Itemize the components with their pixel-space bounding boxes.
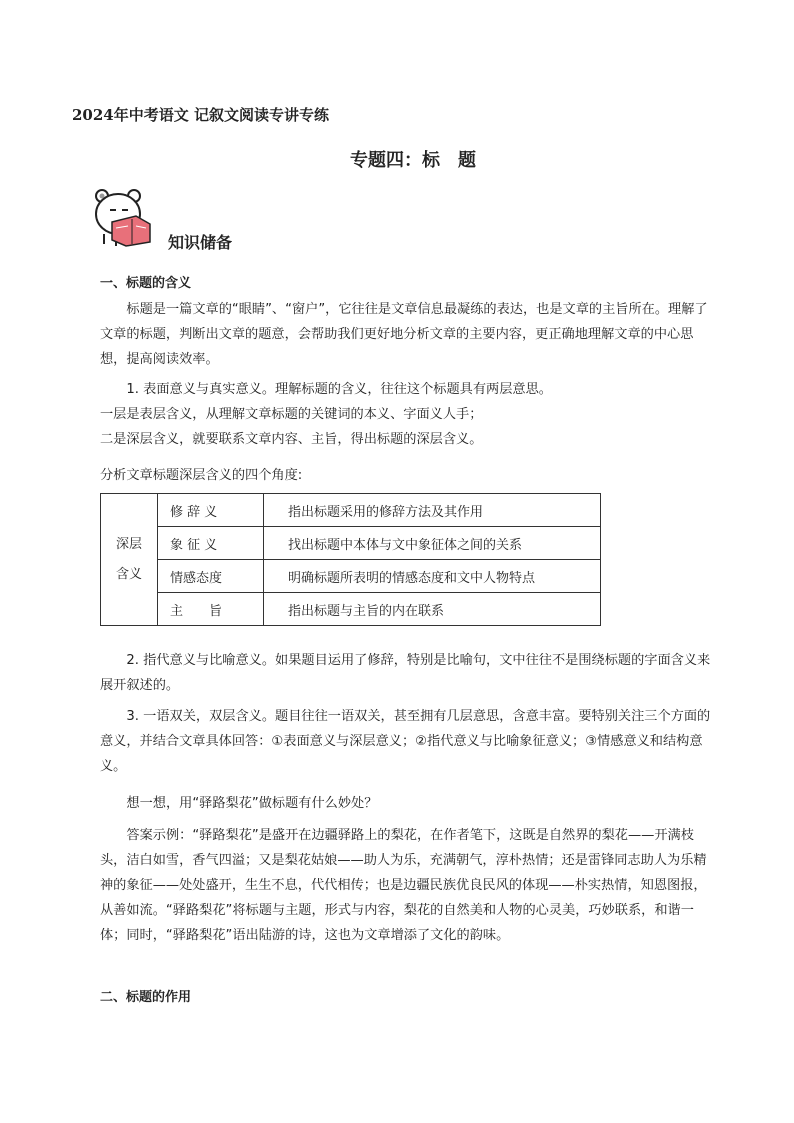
merged-label-1: 深层	[115, 536, 142, 552]
section-heading: 知识储备	[168, 233, 233, 252]
table-desc: 明确标题所表明的情感态度和文中人物特点	[264, 560, 601, 593]
point-3: 3. 一语双关，双层含义。题目往往一语双关，甚至拥有几层意思，含意丰富。要特别关注三个方面的意义，并结合文章具体回答：①表面意义与深层意义；②指代意义与比喻象征意义；③情感意义和结构意义。	[100, 709, 711, 774]
layer-1: 一层是表层含义，从理解文章标题的关键词的本义、字面义人手；	[100, 407, 483, 422]
question: 想一想，用“驿路梨花”做标题有什么妙处？	[126, 796, 378, 811]
layer-2: 二是深层含义，就要联系文章内容、主旨，得出标题的深层含义。	[100, 432, 483, 447]
intro-paragraph: 标题是一篇文章的“眼睛”、“窗户”，它往往是文章信息最凝练的表达，也是文章的主旨所在。理解了文章的标题，判断出文章的题意，会帮助我们更好地分析文章的主要内容，更正确地理解文章的中心思想，提高阅读效率。	[100, 302, 708, 367]
table-desc: 指出标题与主旨的内在联系	[264, 593, 601, 626]
deep-meaning-table	[100, 493, 601, 626]
table-label: 情感态度	[158, 560, 264, 593]
document-title: 2024年中考语文 记叙文阅读专讲专练	[72, 106, 329, 124]
table-desc: 指出标题采用的修辞方法及其作用	[264, 494, 601, 527]
merged-label-cell	[101, 494, 158, 626]
topic-title: 专题四：标 题	[350, 150, 476, 171]
point-1: 1. 表面意义与真实意义。理解标题的含义，往往这个标题具有两层意思。	[126, 382, 552, 397]
reading-bear-icon	[92, 186, 156, 250]
table-label: 修 辞 义	[158, 494, 264, 527]
table-desc: 找出标题中本体与文中象征体之间的关系	[264, 527, 601, 560]
table-row	[101, 560, 601, 593]
table-intro: 分析文章标题深层含义的四个角度:	[100, 468, 303, 483]
subheading-meaning: 一、标题的含义	[100, 276, 192, 291]
subheading-function: 二、标题的作用	[100, 990, 192, 1005]
table-row	[101, 527, 601, 560]
table-row	[101, 494, 601, 527]
table-label: 象 征 义	[158, 527, 264, 560]
table-label: 主 旨	[158, 593, 264, 626]
answer-paragraph: 答案示例：“驿路梨花”是盛开在边疆驿路上的梨花，在作者笔下，这既是自然界的梨花——开满枝头，洁白如雪，香气四溢；又是梨花姑娘——助人为乐，充满朝气，淳朴热情；还是雷锋同志助人为乐精神的象征——处处盛开，生生不息，代代相传；也是边疆民族优良民风的体现——朴实热情，知恩图报，从善如流。“驿路梨花”将标题与主题，形式与内容，梨花的自然美和人物的心灵美，巧妙联系，和谐一体；同时，“驿路梨花”语出陆游的诗，这也为文章增添了文化的韵味。	[100, 828, 707, 943]
merged-label-2: 含义	[115, 566, 142, 582]
point-2: 2. 指代意义与比喻意义。如果题目运用了修辞，特别是比喻句，文中往往不是围绕标题的字面含义来展开叙述的。	[100, 653, 711, 693]
table-row	[101, 593, 601, 626]
